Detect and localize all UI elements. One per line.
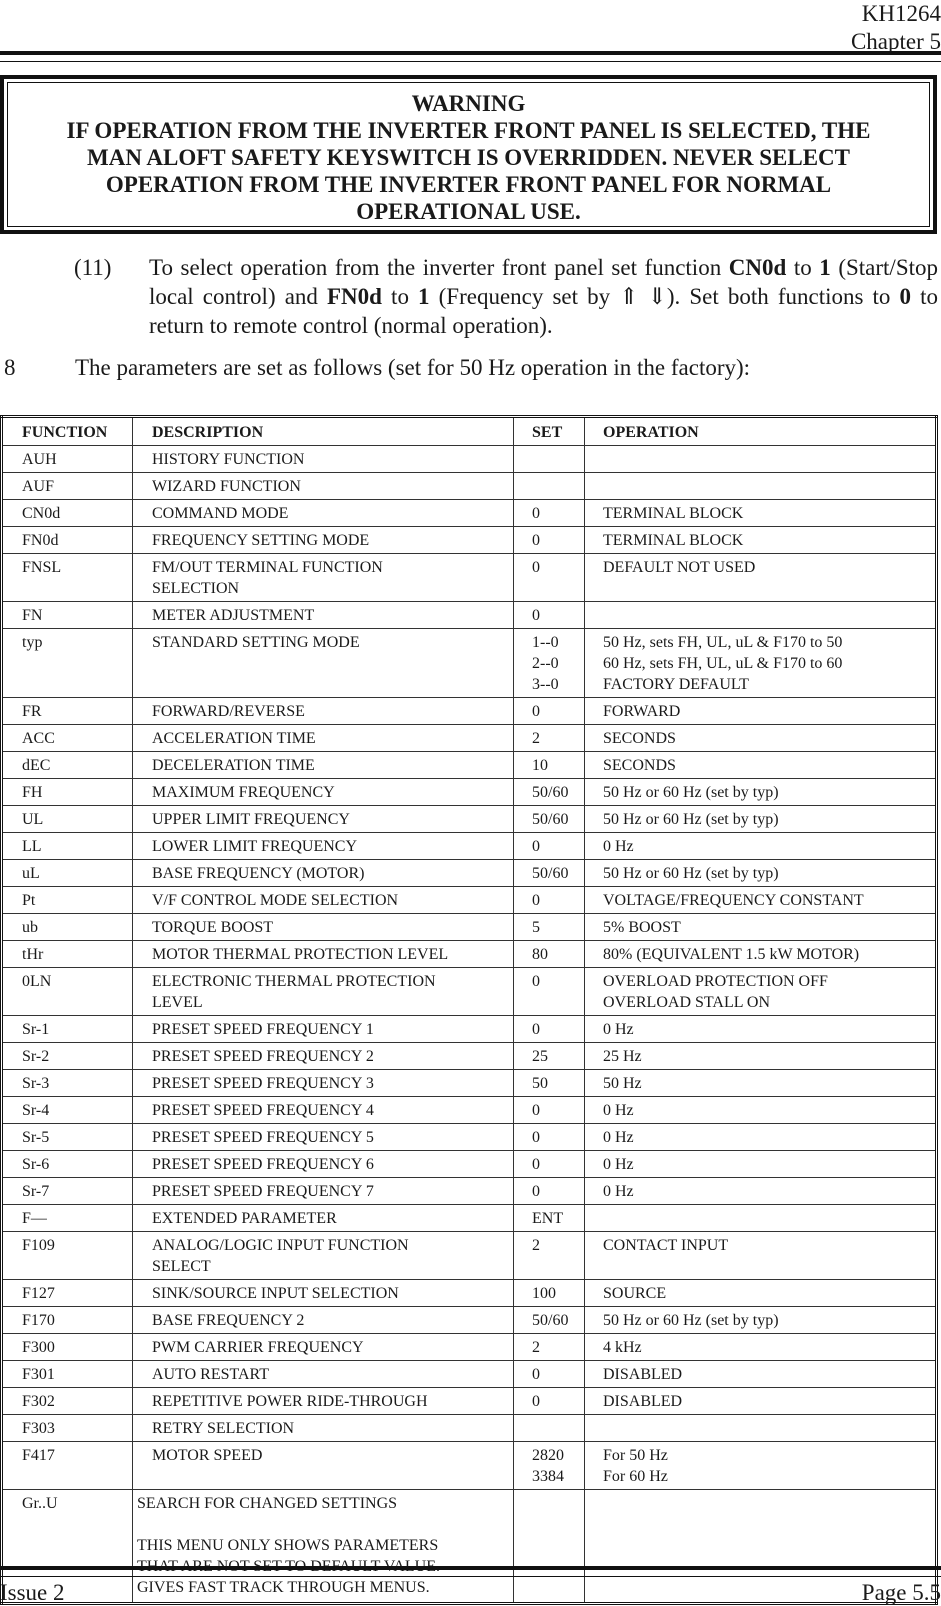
description-cell: SEARCH FOR CHANGED SETTINGS THIS MENU ONLY SHOWS PARAMETERS THAT ARE NOT SET TO DEFAULT VALUE. GIVES FAST TRACK THROUGH MENUS. (133, 1490, 514, 1604)
function-cell: F127 (2, 1280, 133, 1307)
description-cell: LOWER LIMIT FREQUENCY (133, 833, 514, 860)
table-row (2, 1361, 937, 1388)
set-cell: 0 (514, 1016, 585, 1043)
function-cell: Sr-4 (2, 1097, 133, 1124)
table-row (2, 1043, 937, 1070)
set-cell: 0 (514, 500, 585, 527)
operation-cell: TERMINAL BLOCK (585, 527, 937, 554)
description-cell: RETRY SELECTION (133, 1415, 514, 1442)
function-cell: tHr (2, 941, 133, 968)
description-cell: PRESET SPEED FREQUENCY 6 (133, 1151, 514, 1178)
set-cell: 10 (514, 752, 585, 779)
set-cell (514, 446, 585, 473)
function-cell: typ (2, 629, 133, 698)
description-cell: MOTOR SPEED (133, 1442, 514, 1490)
operation-cell: 0 Hz (585, 1124, 937, 1151)
function-cell: Sr-6 (2, 1151, 133, 1178)
table-body (2, 446, 937, 1604)
warning-line: MAN ALOFT SAFETY KEYSWITCH IS OVERRIDDEN. NEVER SELECT (87, 145, 850, 170)
function-cell: FN (2, 602, 133, 629)
set-cell: 2820 3384 (514, 1442, 585, 1490)
description-cell: PRESET SPEED FREQUENCY 1 (133, 1016, 514, 1043)
function-cell: AUF (2, 473, 133, 500)
table-row (2, 602, 937, 629)
set-cell: 0 (514, 968, 585, 1016)
description-cell: PRESET SPEED FREQUENCY 5 (133, 1124, 514, 1151)
warning-box (0, 75, 937, 234)
operation-cell: 5% BOOST (585, 914, 937, 941)
operation-cell: 25 Hz (585, 1043, 937, 1070)
parameter-table (0, 415, 938, 1605)
table-row (2, 629, 937, 698)
function-cell: LL (2, 833, 133, 860)
function-cell: Sr-7 (2, 1178, 133, 1205)
table-row (2, 1307, 937, 1334)
table-row (2, 554, 937, 602)
function-cell: Sr-2 (2, 1043, 133, 1070)
table-row (2, 1205, 937, 1232)
set-cell: 0 (514, 833, 585, 860)
table-row (2, 941, 937, 968)
table-row (2, 500, 937, 527)
set-cell (514, 1490, 585, 1604)
description-cell: FREQUENCY SETTING MODE (133, 527, 514, 554)
function-cell: F303 (2, 1415, 133, 1442)
operation-cell (585, 446, 937, 473)
step-number: 8 (4, 355, 16, 380)
set-cell: 0 (514, 887, 585, 914)
description-cell: STANDARD SETTING MODE (133, 629, 514, 698)
table-row (2, 473, 937, 500)
description-cell: UPPER LIMIT FREQUENCY (133, 806, 514, 833)
chapter-label: Chapter 5 (850, 29, 941, 54)
function-cell: Sr-5 (2, 1124, 133, 1151)
table-row (2, 1097, 937, 1124)
table-row (2, 725, 937, 752)
column-header: SET (514, 417, 585, 446)
operation-cell: 50 Hz or 60 Hz (set by typ) (585, 1307, 937, 1334)
function-cell: dEC (2, 752, 133, 779)
set-cell: 0 (514, 1388, 585, 1415)
function-cell: F300 (2, 1334, 133, 1361)
set-cell: 2 (514, 725, 585, 752)
function-cell: F301 (2, 1361, 133, 1388)
table-row (2, 1178, 937, 1205)
operation-cell: FORWARD (585, 698, 937, 725)
table-row (2, 1490, 937, 1604)
table-row (2, 887, 937, 914)
table-row (2, 833, 937, 860)
function-cell: UL (2, 806, 133, 833)
set-cell: 0 (514, 1151, 585, 1178)
set-cell: 50 (514, 1070, 585, 1097)
description-cell: PRESET SPEED FREQUENCY 3 (133, 1070, 514, 1097)
function-cell: Gr..U (2, 1490, 133, 1604)
table-row (2, 860, 937, 887)
table-row (2, 914, 937, 941)
function-cell: CN0d (2, 500, 133, 527)
description-cell: SINK/SOURCE INPUT SELECTION (133, 1280, 514, 1307)
description-cell: PWM CARRIER FREQUENCY (133, 1334, 514, 1361)
function-cell: F302 (2, 1388, 133, 1415)
set-cell: 50/60 (514, 779, 585, 806)
set-cell: 80 (514, 941, 585, 968)
table-row (2, 1415, 937, 1442)
set-cell: 5 (514, 914, 585, 941)
set-cell: 0 (514, 1097, 585, 1124)
operation-cell: 50 Hz or 60 Hz (set by typ) (585, 860, 937, 887)
description-cell: EXTENDED PARAMETER (133, 1205, 514, 1232)
operation-cell (585, 1415, 937, 1442)
warning-line: IF OPERATION FROM THE INVERTER FRONT PANEL IS SELECTED, THE (66, 118, 871, 143)
table-row (2, 1232, 937, 1280)
description-cell: PRESET SPEED FREQUENCY 4 (133, 1097, 514, 1124)
header-rule (0, 51, 941, 62)
set-cell: 50/60 (514, 860, 585, 887)
page-header (851, 0, 941, 56)
set-cell: 0 (514, 1361, 585, 1388)
description-cell: BASE FREQUENCY 2 (133, 1307, 514, 1334)
description-cell: FM/OUT TERMINAL FUNCTION SELECTION (133, 554, 514, 602)
table-row (2, 968, 937, 1016)
set-cell: 0 (514, 602, 585, 629)
function-cell: FR (2, 698, 133, 725)
set-cell: 100 (514, 1280, 585, 1307)
table-row (2, 1016, 937, 1043)
column-header: FUNCTION (2, 417, 133, 446)
table-row (2, 806, 937, 833)
operation-cell: 0 Hz (585, 1097, 937, 1124)
operation-cell: OVERLOAD PROTECTION OFF OVERLOAD STALL ON (585, 968, 937, 1016)
step-11-text: To select operation from the inverter front panel set function CN0d to 1 (Start/Stop local control) and FN0d to 1 (Frequency set by ⇑ ⇓). Set both functions to 0 to return to remote control (normal operation). (149, 255, 939, 338)
operation-cell: DISABLED (585, 1388, 937, 1415)
set-cell: 25 (514, 1043, 585, 1070)
description-cell: V/F CONTROL MODE SELECTION (133, 887, 514, 914)
function-cell: 0LN (2, 968, 133, 1016)
operation-cell: 0 Hz (585, 1016, 937, 1043)
description-cell: ACCELERATION TIME (133, 725, 514, 752)
operation-cell: 0 Hz (585, 1178, 937, 1205)
set-cell: 0 (514, 1178, 585, 1205)
function-cell: F170 (2, 1307, 133, 1334)
set-cell: 1--0 2--0 3--0 (514, 629, 585, 698)
set-cell: 2 (514, 1232, 585, 1280)
description-cell: FORWARD/REVERSE (133, 698, 514, 725)
set-cell: 50/60 (514, 1307, 585, 1334)
set-cell: 0 (514, 527, 585, 554)
warning-line: OPERATIONAL USE. (356, 199, 581, 224)
description-cell: MOTOR THERMAL PROTECTION LEVEL (133, 941, 514, 968)
function-cell: Sr-3 (2, 1070, 133, 1097)
table-row (2, 1280, 937, 1307)
description-cell: BASE FREQUENCY (MOTOR) (133, 860, 514, 887)
description-cell: TORQUE BOOST (133, 914, 514, 941)
description-cell: HISTORY FUNCTION (133, 446, 514, 473)
set-cell (514, 473, 585, 500)
operation-cell: 50 Hz, sets FH, UL, uL & F170 to 50 60 Hz, sets FH, UL, uL & F170 to 60 FACTORY DEFAULT (585, 629, 937, 698)
operation-cell (585, 1205, 937, 1232)
table-row (2, 1151, 937, 1178)
description-cell: MAXIMUM FREQUENCY (133, 779, 514, 806)
step-8-text: The parameters are set as follows (set for 50 Hz operation in the factory): (75, 355, 751, 380)
operation-cell: SECONDS (585, 752, 937, 779)
set-cell: 50/60 (514, 806, 585, 833)
operation-cell: 0 Hz (585, 833, 937, 860)
operation-cell: DEFAULT NOT USED (585, 554, 937, 602)
function-cell: AUH (2, 446, 133, 473)
footer-rule (0, 1566, 941, 1577)
operation-cell (585, 602, 937, 629)
operation-cell: VOLTAGE/FREQUENCY CONSTANT (585, 887, 937, 914)
set-cell (514, 1415, 585, 1442)
function-cell: Pt (2, 887, 133, 914)
set-cell: 2 (514, 1334, 585, 1361)
function-cell: F417 (2, 1442, 133, 1490)
operation-cell: 4 kHz (585, 1334, 937, 1361)
table-row (2, 698, 937, 725)
set-cell: 0 (514, 554, 585, 602)
function-cell: FN0d (2, 527, 133, 554)
function-cell: F109 (2, 1232, 133, 1280)
function-cell: FNSL (2, 554, 133, 602)
operation-cell: DISABLED (585, 1361, 937, 1388)
description-cell: ANALOG/LOGIC INPUT FUNCTION SELECT (133, 1232, 514, 1280)
table-row (2, 527, 937, 554)
column-header: DESCRIPTION (133, 417, 514, 446)
table-row (2, 1334, 937, 1361)
operation-cell: SOURCE (585, 1280, 937, 1307)
table-row (2, 779, 937, 806)
operation-cell (585, 473, 937, 500)
description-cell: DECELERATION TIME (133, 752, 514, 779)
warning-title: WARNING (411, 91, 526, 116)
function-cell: ub (2, 914, 133, 941)
function-cell: FH (2, 779, 133, 806)
function-cell: Sr-1 (2, 1016, 133, 1043)
page-number: Page 5.5 (861, 1580, 941, 1605)
description-cell: ELECTRONIC THERMAL PROTECTION LEVEL (133, 968, 514, 1016)
set-cell: 0 (514, 698, 585, 725)
function-cell: F— (2, 1205, 133, 1232)
step-number: (11) (74, 255, 112, 280)
table-row (2, 1124, 937, 1151)
operation-cell: TERMINAL BLOCK (585, 500, 937, 527)
document-id: KH1264 (861, 1, 941, 26)
warning-line: OPERATION FROM THE INVERTER FRONT PANEL FOR NORMAL (105, 172, 832, 197)
table-row (2, 446, 937, 473)
function-cell: ACC (2, 725, 133, 752)
table-header-row (2, 417, 937, 446)
table-row (2, 752, 937, 779)
description-cell: METER ADJUSTMENT (133, 602, 514, 629)
description-cell: PRESET SPEED FREQUENCY 2 (133, 1043, 514, 1070)
operation-cell: CONTACT INPUT (585, 1232, 937, 1280)
operation-cell: 50 Hz (585, 1070, 937, 1097)
operation-cell: 50 Hz or 60 Hz (set by typ) (585, 779, 937, 806)
description-cell: PRESET SPEED FREQUENCY 7 (133, 1178, 514, 1205)
operation-cell: 80% (EQUIVALENT 1.5 kW MOTOR) (585, 941, 937, 968)
operation-cell: 0 Hz (585, 1151, 937, 1178)
issue-label: Issue 2 (0, 1580, 65, 1605)
description-cell: WIZARD FUNCTION (133, 473, 514, 500)
table-row (2, 1070, 937, 1097)
set-cell: ENT (514, 1205, 585, 1232)
operation-cell: SECONDS (585, 725, 937, 752)
table-row (2, 1442, 937, 1490)
operation-cell: For 50 Hz For 60 Hz (585, 1442, 937, 1490)
operation-cell: 50 Hz or 60 Hz (set by typ) (585, 806, 937, 833)
description-cell: AUTO RESTART (133, 1361, 514, 1388)
set-cell: 0 (514, 1124, 585, 1151)
description-cell: REPETITIVE POWER RIDE-THROUGH (133, 1388, 514, 1415)
description-cell: COMMAND MODE (133, 500, 514, 527)
column-header: OPERATION (585, 417, 937, 446)
function-cell: uL (2, 860, 133, 887)
table-row (2, 1388, 937, 1415)
